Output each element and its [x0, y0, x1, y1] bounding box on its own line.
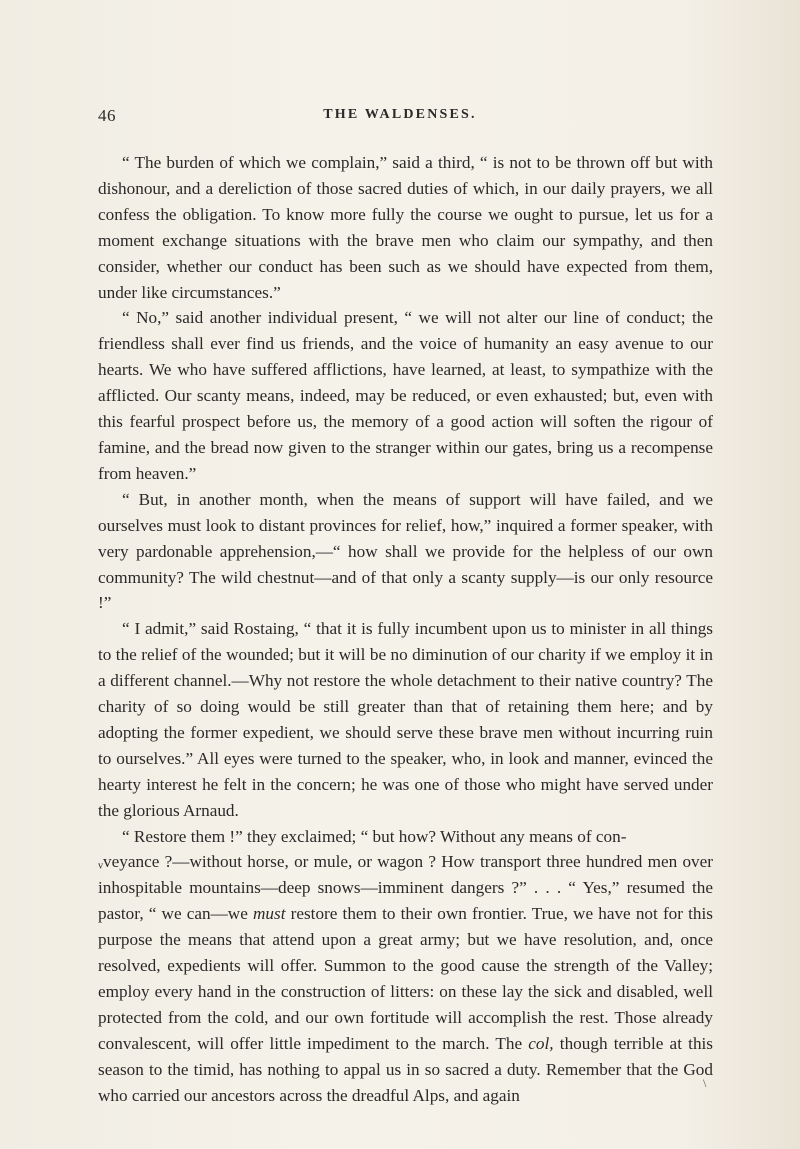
paragraph: “ The burden of which we complain,” said a third, “ is not to be thrown off but with dishonour, and a dereliction of those sacred duties of which, in our daily prayers, we all confess the obligation. To know more fully the course we ought to pursue, let us for a moment exchange situations with the brave men who claim our sympathy, and then consider, whether our conduct has been such as we should have expected from them, under like circumstances.”: [98, 153, 713, 302]
paragraph: “ No,” said another individual present, “ we will not alter our line of conduct; the friendless shall ever find us friends, and the voice of humanity an easy avenue to our hearts. We who have suffered afflictions, have learned, at least, to sympathize with the afflicted. Our scanty means, indeed, may be reduced, or even exhausted; but, even with this fearful prospect before us, the memory of a good action will soften the rigour of famine, and the bread now given to the stranger within our gates, bring us a recompense from heaven.”: [98, 308, 713, 483]
paragraph: “ I admit,” said Rostaing, “ that it is fully incumbent upon us to minister in all things to the relief of the wounded; but it will be no diminution of our charity if we employ it in a different channel.—Why not restore the whole detachment to their native country? The charity of so doing would be still greater than that of retaining them here; and by adopting the former expedient, we should serve these brave men without incurring ruin to ourselves.” All eyes were turned to the speaker, who, in look and manner, evinced the hearty interest he felt in the concern; he was one of those who might have served under the glorious Arnaud.: [98, 619, 713, 820]
italic-text: col,: [528, 1033, 554, 1053]
page-number: 46: [98, 106, 116, 125]
body-text: [98, 150, 713, 1109]
running-head: THE WALDENSES.: [323, 107, 477, 122]
paragraph-continued: [98, 849, 713, 1108]
text-run: ᵥveyance ?—without horse, or mule, or wagon ? How transport three hundred men over inhospitable mountains—deep snows—imminent dangers ?” . . . “ Yes,” resumed the pastor, “ we can—we: [98, 852, 713, 924]
paragraph: “ Restore them !” they exclaimed; “ but how? Without any means of con-: [122, 826, 627, 846]
footer-mark: \: [703, 1076, 707, 1090]
paragraph: “ But, in another month, when the means of support will have failed, and we ourselves must look to distant provinces for relief, how,” inquired a former speaker, with very pardonable apprehension,—“ how shall we provide for the helpless of our own community? The wild chestnut—and of that only a scanty supply—is our only resource !”: [98, 489, 713, 613]
text-run: restore them to their own frontier. True, we have not for this purpose the means that attend upon a great army; but we have resolution, and, once resolved, expedients will offer. Summon to the good cause the strength of the Valley; employ every hand in the construction of litters: on these lay the sick and disabled, well protected from the cold, and our own fortitude will accomplish the rest. Those already convalescent, will offer little impediment to the march. The: [98, 904, 713, 1053]
text-run: though terrible at this season to the timid, has nothing to appal us in so sacred a duty. Remember that the God who carried our ancestors across the dreadful Alps, and again: [98, 1033, 713, 1105]
italic-text: must: [253, 904, 286, 924]
page-header: [0, 106, 800, 136]
